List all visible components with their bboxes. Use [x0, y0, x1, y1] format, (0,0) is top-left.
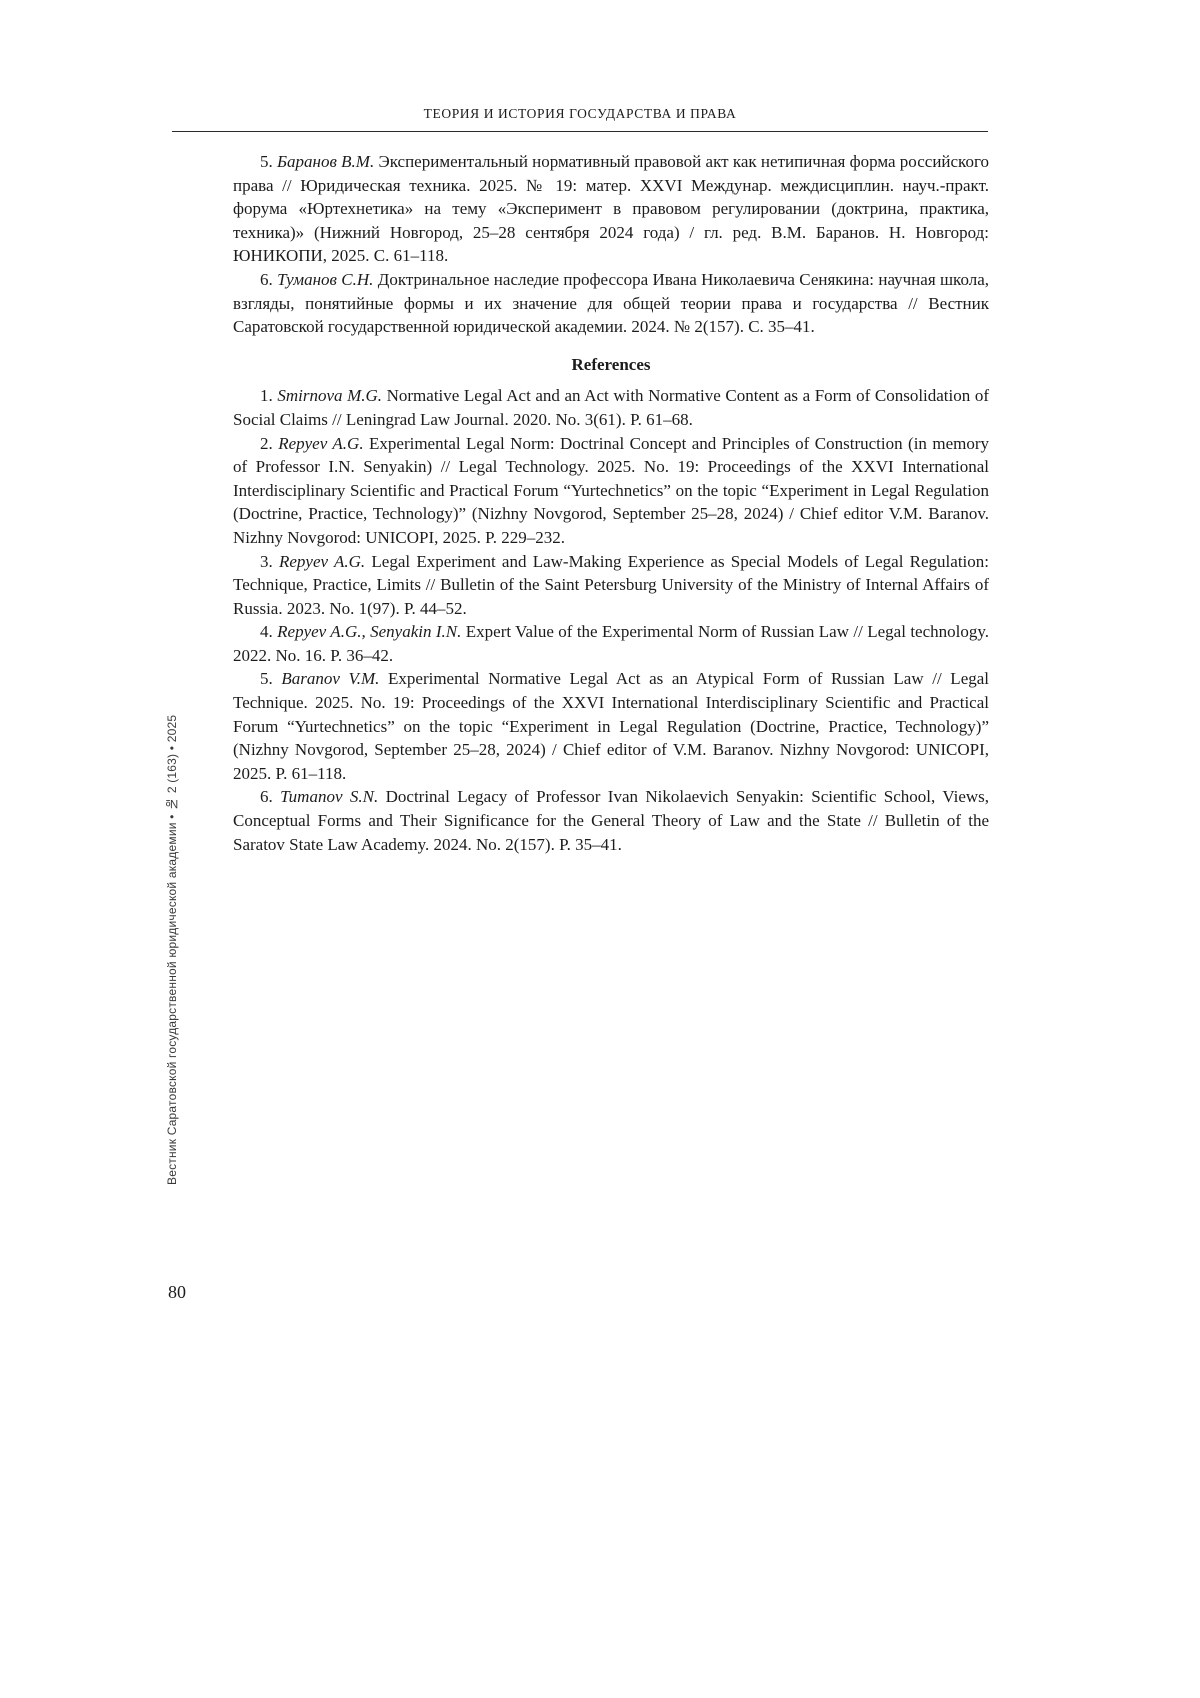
reference-item-en-1	[233, 384, 989, 431]
reference-item-en-2	[233, 432, 989, 550]
reference-number: 6.	[260, 269, 278, 289]
reference-item-en-3	[233, 550, 989, 621]
reference-text: Экспериментальный нормативный правовой акт как нетипичная форма российского права // Юридическая техника. 2025. № 19: матер. XXVI Междунар. междисциплин. науч.-практ. форума «Юртехнетика» на тему «Эксперимент в правовом регулировании (доктрина, практика, техника)» (Нижний Новгород, 25–28 сентября 2024 года) / гл. ред. В.М. Баранов. Н. Новгород: ЮНИКОПИ, 2025. С. 61–118.	[233, 152, 990, 266]
reference-text: Expert Value of the Experimental Norm of Russian Law // Legal technology. 2022. No. 16. P. 36–42.	[233, 622, 990, 665]
reference-number: 5.	[260, 669, 282, 689]
reference-number: 5.	[260, 152, 278, 171]
reference-text: Доктринальное наследие профессора Ивана Николаевича Сенякина: научная школа, взгляды, понятийные формы и их значение для общей теории права и государства // Вестник Саратовской государственной юридической академии. 2024. № 2(157). С. 35–41.	[233, 269, 990, 337]
page-number: 80	[168, 1282, 186, 1302]
references-heading: References	[571, 354, 651, 374]
page-content	[233, 150, 989, 856]
reference-author: Repyev A.G., Senyakin I.N.	[277, 622, 462, 642]
reference-author: Туманов С.Н.	[277, 269, 374, 289]
reference-author: Smirnova M.G.	[277, 386, 383, 406]
header-rule	[172, 131, 988, 132]
reference-text: Experimental Normative Legal Act as an Atypical Form of Russian Law // Legal Technique. 2025. No. 19: Proceedings of the XXVI International Interdisciplinary Scientific and Practical Forum “Yurtechnetics” on the topic “Experiment in Legal Regulation (Doctrine, Practice, Technology)” (Nizhny Novgorod, September 25–28, 2024) / Chief editor of V.M. Baranov. Nizhny Novgorod: UNICOPI, 2025. P. 61–118.	[233, 669, 990, 783]
reference-item-en-4	[233, 620, 989, 667]
reference-author: Repyev A.G.	[278, 433, 364, 453]
journal-sidebar-line: Вестник Саратовской государственной юридической академии • № 2 (163) • 2025	[165, 714, 179, 1185]
reference-text: Experimental Legal Norm: Doctrinal Concept and Principles of Construction (in memory of Professor I.N. Senyakin) // Legal Technology. 2025. No. 19: Proceedings of the XXVI International Interdisciplinary Scientific and Practical Forum “Yurtechnetics” on the topic “Experiment in Legal Regulation (Doctrine, Practice, Technology)” (Nizhny Novgorod, September 25–28, 2024) / Chief editor V.M. Baranov. Nizhny Novgorod: UNICOPI, 2025. P. 229–232.	[233, 433, 990, 547]
reference-number: 6.	[260, 787, 281, 807]
reference-text: Normative Legal Act and an Act with Normative Content as a Form of Consolidation of Social Claims // Leningrad Law Journal. 2020. No. 3(61). P. 61–68.	[233, 386, 990, 429]
reference-item-en-6	[233, 785, 989, 856]
reference-item-en-5	[233, 667, 989, 785]
reference-number: 2.	[260, 433, 279, 453]
reference-author: Tumanov S.N.	[280, 787, 379, 807]
reference-author: Baranov V.M.	[281, 669, 380, 689]
reference-number: 4.	[260, 622, 278, 642]
reference-author: Repyev A.G.	[279, 551, 366, 571]
reference-item-ru-6	[233, 268, 989, 339]
reference-author: Баранов В.М.	[277, 152, 375, 171]
reference-item-ru-5	[233, 150, 989, 268]
reference-number: 1.	[260, 386, 278, 406]
running-head: ТЕОРИЯ И ИСТОРИЯ ГОСУДАРСТВА И ПРАВА	[423, 106, 737, 121]
reference-text: Legal Experiment and Law-Making Experience as Special Models of Legal Regulation: Technique, Practice, Limits // Bulletin of the Saint Petersburg University of the Ministry of Internal Affairs of Russia. 2023. No. 1(97). P. 44–52.	[233, 551, 990, 618]
reference-number: 3.	[260, 551, 279, 571]
reference-text: Doctrinal Legacy of Professor Ivan Nikolaevich Senyakin: Scientific School, Views, Conceptual Forms and Their Significance for the General Theory of Law and the State // Bulletin of the Saratov State Law Academy. 2024. No. 2(157). P. 35–41.	[233, 787, 990, 854]
